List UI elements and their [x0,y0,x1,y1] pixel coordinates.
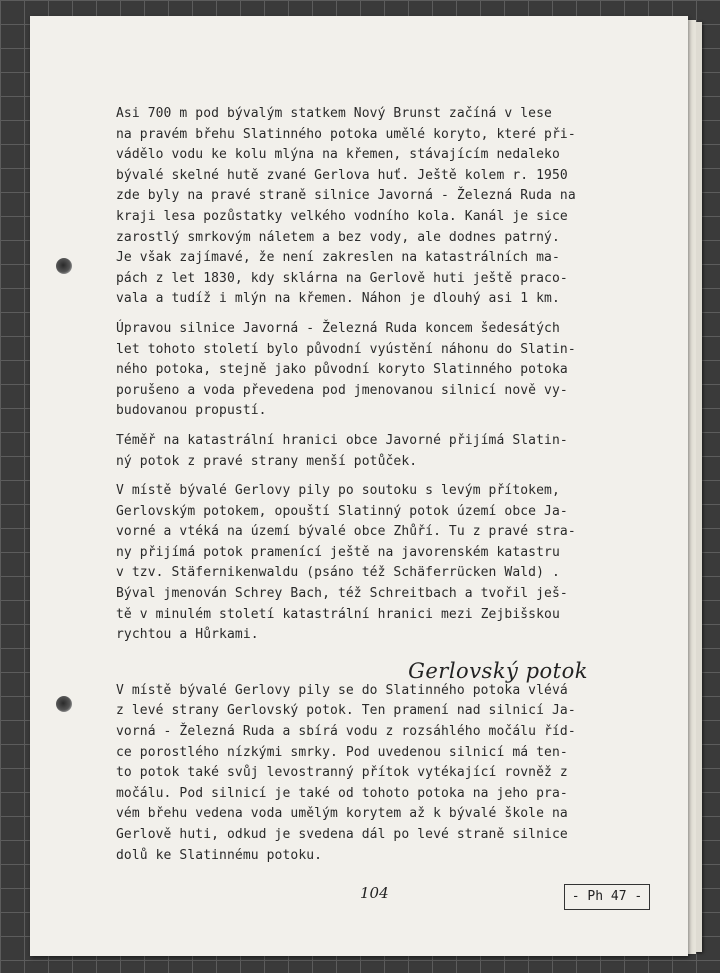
punch-hole-top [56,258,72,274]
text-line: ce porostlého nízkými smrky. Pod uvedenou silnicí má ten- [116,744,568,760]
text-line: Téměř na katastrální hranici obce Javorné přijímá Slatin- [116,432,568,448]
text-line: zarostlý smrkovým náletem a bez vody, ale dodnes patrný. [116,229,560,245]
paragraph-3 [116,431,594,472]
text-line: V místě bývalé Gerlovy pily po soutoku s levým přítokem, [116,483,560,499]
text-line: na pravém břehu Slatinného potoka umělé koryto, které při- [116,126,576,142]
text-line: Býval jmenován Schrey Bach, též Schreitbach a tvořil ješ- [116,586,568,602]
text-line: let tohoto století bylo původní vyústění náhonu do Slatin- [116,341,576,357]
text-line: Gerlovským potokem, opouští Slatinný potok území obce Ja- [116,503,568,519]
text-line: to potok také svůj levostranný přítok vytékající rovněž z [116,765,568,781]
text-line: vorná - Železná Ruda a sbírá vodu z rozsáhlého močálu říd- [116,724,576,740]
text-line: rychtou a Hůrkami. [116,627,259,643]
paragraph-4 [116,481,594,646]
text-line: V místě bývalé Gerlovy pily se do Slatinného potoka vlévá [116,682,568,698]
text-line: Úpravou silnice Javorná - Železná Ruda koncem šedesátých [116,320,560,336]
text-line: Asi 700 m pod bývalým statkem Nový Brunst začíná v lese [116,106,552,121]
text-line: ného potoka, stejně jako původní koryto Slatinného potoka [116,362,568,378]
text-line: vorné a vtéká na území bývalé obce Zhůří. Tu z pravé stra- [116,524,576,540]
document-body [116,104,594,875]
text-line: zde byly na pravé straně silnice Javorná - Železná Ruda na [116,188,576,204]
text-line: ný potok z pravé strany menší potůček. [116,453,418,469]
text-line: dolů ke Slatinnému potoku. [116,847,323,863]
section-heading: Gerlovský potok [408,658,588,683]
text-line: porušeno a voda převedena pod jmenovanou silnicí nově vy- [116,382,568,398]
text-line: tě v minulém století katastrální hranici mezi Zejbišskou [116,606,560,622]
text-line: vém břehu vedena voda umělým korytem až k bývalé škole na [116,806,568,822]
section-paragraph [116,681,594,866]
text-line: vala a tudíž i mlýn na křemen. Náhon je dlouhý asi 1 km. [116,291,560,307]
text-line: vádělo vodu ke kolu mlýna na křemen, stávajícím nedaleko [116,147,560,163]
text-line: močálu. Pod silnicí je také od tohoto potoka na jeho pra- [116,785,568,801]
text-line: ny přijímá potok pramenící ještě na javorenském katastru [116,544,560,560]
text-line: bývalé skelné hutě zvané Gerlova huť. Ještě kolem r. 1950 [116,167,568,183]
paragraph-2 [116,319,594,422]
punch-hole-bottom [56,696,72,712]
page-number: 104 [360,884,389,902]
text-line: Gerlově huti, odkud je svedena dál po levé straně silnice [116,827,568,842]
text-line: budovanou propustí. [116,403,267,419]
text-line: Je však zajímavé, že není zakreslen na katastrálních ma- [116,250,560,266]
text-line: v tzv. Stäfernikenwaldu (psáno též Schäferrücken Wald) . [116,565,560,581]
page-code-box: - Ph 47 - [564,884,650,910]
text-line: kraji lesa pozůstatky velkého vodního kola. Kanál je sice [116,208,568,224]
text-line: z levé strany Gerlovský potok. Ten pramení nad silnicí Ja- [116,703,576,719]
text-line: pách z let 1830, kdy sklárna na Gerlově huti ještě praco- [116,270,568,286]
paragraph-1 [116,104,594,310]
